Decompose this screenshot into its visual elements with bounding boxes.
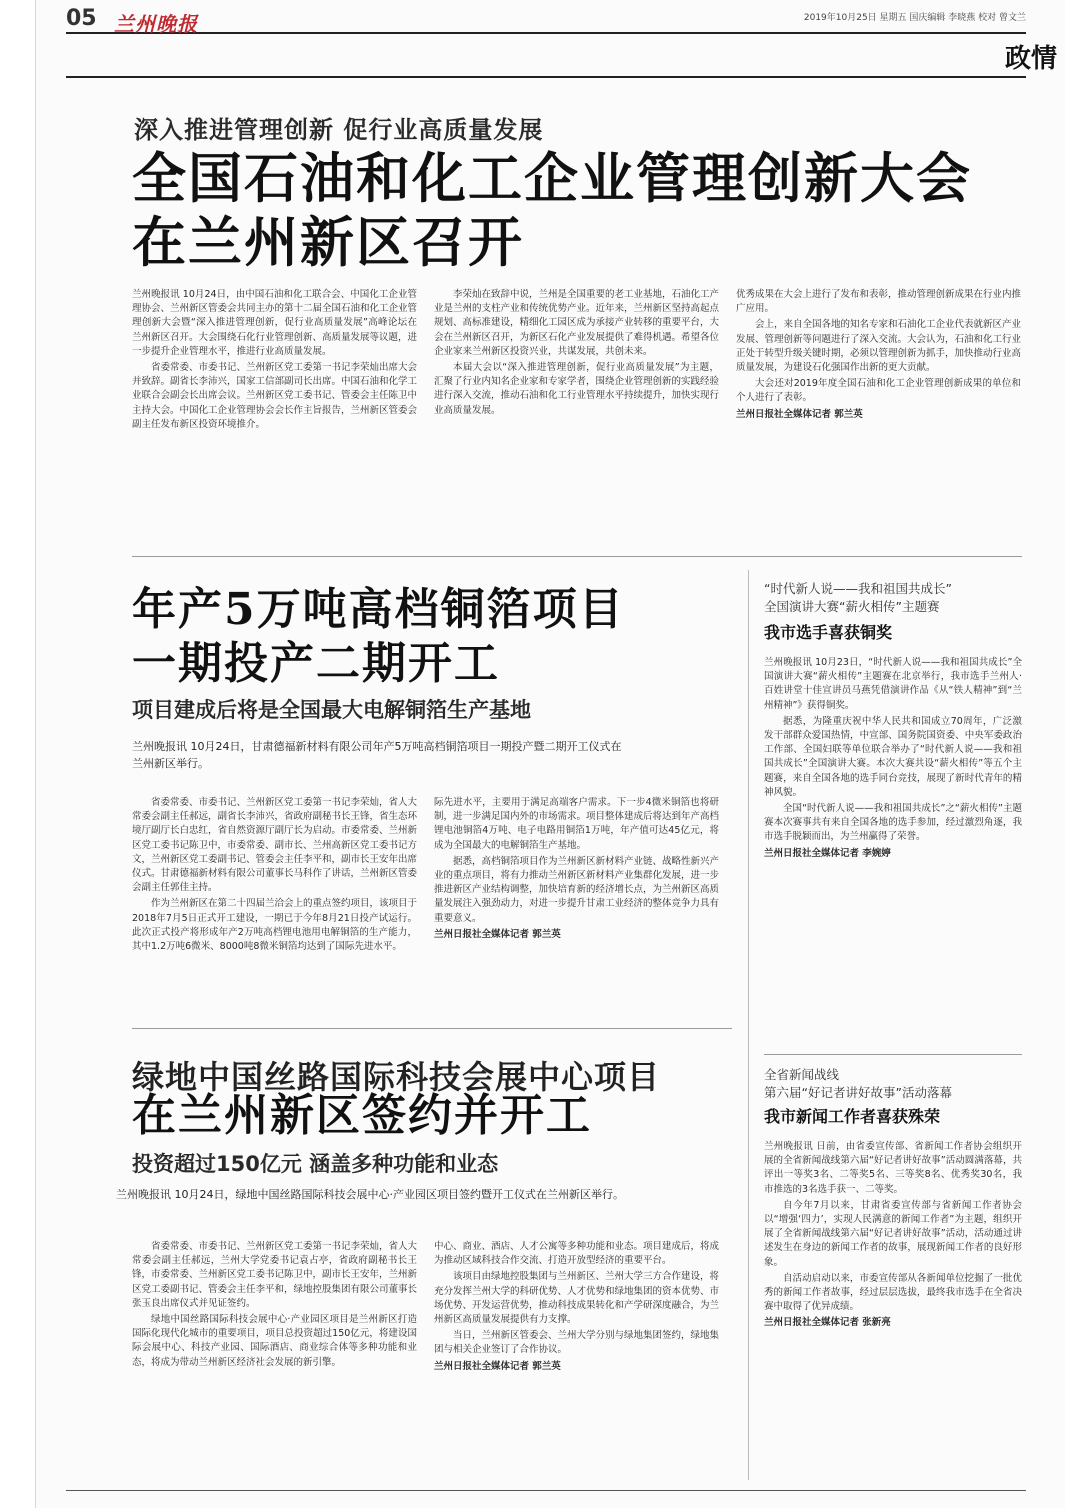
page-header bbox=[66, 6, 1026, 34]
sidebar1-byline: 兰州日报社全媒体记者 李婉婷 bbox=[764, 847, 891, 859]
story1-byline: 兰州日报社全媒体记者 郭兰英 bbox=[736, 408, 863, 420]
story1-paragraph: 兰州晚报讯 10月24日，由中国石油和化工联合会、中国化工企业管理协会、兰州新区管委会共同主办的第十二届全国石油和化工企业管理创新大会暨“深入推进管理创新，促行业高质量发展”高峰论坛在兰州新区召开。大会围绕石化行业管理创新、高质量发展等议题，进一步提升企业管理水平，推进行业高质量发展。 bbox=[132, 289, 417, 357]
story2-lead: 兰州晚报讯 10月24日，甘肃德福新材料有限公司年产5万吨高档铜箔项目一期投产暨二期开工仪式在兰州新区举行。 bbox=[132, 740, 622, 770]
section-label: 政情 bbox=[1004, 44, 1057, 74]
story2-column-1 bbox=[132, 796, 417, 1000]
divider bbox=[764, 1054, 1022, 1055]
story1-paragraph: 会上，来自全国各地的知名专家和石油化工企业代表就新区产业发展、管理创新等问题进行了深入交流。大会认为，石油和化工行业正处于转型升级关键时期，必须以管理创新为抓手，加快推动行业高质量发展，为建设石化强国作出新的更大贡献。 bbox=[736, 319, 1021, 374]
sidebar2-body bbox=[764, 1140, 1022, 1476]
story1-paragraph: 省委常委、市委书记、兰州新区党工委第一书记李荣灿出席大会并致辞。副省长李沛兴，国家工信部副司长出席。中国石油和化学工业联合会副会长出席会议。兰州新区党工委书记、管委会主任陈卫中主持大会。中国化工企业管理协会会长作主旨报告，兰州新区管委会副主任发布新区投资环境推介。 bbox=[132, 362, 417, 430]
story1-paragraph: 大会还对2019年度全国石油和化工企业管理创新成果的单位和个人进行了表彰。 bbox=[736, 378, 1021, 404]
story3-column-2 bbox=[434, 1240, 719, 1472]
story2-headline-line2: 一期投产二期开工 bbox=[132, 638, 500, 689]
footer-rule bbox=[66, 1490, 1026, 1491]
story1-column-1 bbox=[132, 288, 417, 543]
story3-headline-line2: 在兰州新区签约并开工 bbox=[132, 1090, 592, 1141]
story2-paragraph: 据悉，高档铜箔项目作为兰州新区新材料产业链、战略性新兴产业的重点项目，将有力推动兰州新区新材料产业集群化发展，进一步推进新区产业结构调整，加快培育新的经济增长点，为兰州新区高质量发展注入强劲动力，对进一步提升甘肃工业经济的整体竞争力具有重要意义。 bbox=[434, 855, 719, 924]
story3-column-1 bbox=[132, 1240, 417, 1472]
sidebar1-paragraph: 全国“时代新人说——我和祖国共成长”之“薪火相传”主题赛本次赛事共有来自全国各地的选手参加，经过激烈角逐，我市选手脱颖而出，为兰州赢得了荣誉。 bbox=[764, 803, 1022, 843]
header-rule bbox=[66, 76, 1026, 78]
story3-paragraph: 中心、商业、酒店、人才公寓等多种功能和业态。项目建成后，将成为推动区域科技合作交流、打造开放型经济的重要平台。 bbox=[434, 1241, 719, 1267]
story2-headline-line1: 年产5万吨高档铜箔项目 bbox=[132, 584, 625, 635]
sidebar2-paragraph: 兰州晚报讯 日前，由省委宣传部、省新闻工作者协会组织开展的全省新闻战线第六届“好记者讲好故事”活动圆满落幕，共评出一等奖3名、二等奖5名、三等奖8名、优秀奖30名，我市推选的3名选手获一、二等奖。 bbox=[764, 1141, 1022, 1195]
story2-paragraph: 作为兰州新区在第二十四届兰洽会上的重点签约项目，该项目于2018年7月5日正式开工建设，一期已于今年8月21日投产试运行。此次正式投产将形成年产2万吨高档锂电池用电解铜箔的生产能力，其中1.2万吨6微米、8000吨8微米铜箔均达到了国际先进水平。 bbox=[132, 898, 417, 953]
sidebar2-paragraph: 自今年7月以来，甘肃省委宣传部与省新闻工作者协会以“增强‘四力’，实现人民满意的新闻工作者”为主题，组织开展了全省新闻战线第六届“好记者讲好故事”活动，活动通过讲述发生在身边的新闻工作者的故事，展现新闻工作者的良好形象。 bbox=[764, 1199, 1022, 1268]
story3-paragraph: 省委常委、市委书记、兰州新区党工委第一书记李荣灿，省人大常委会副主任郝远，兰州大学党委书记袁占亭，省政府副秘书长王锋，市委常委、兰州新区党工委书记陈卫中，副市长王安年，兰州新区党工委副书记、管委会主任李平和，绿地控股集团有限公司董事长张玉良出席仪式并见证签约。 bbox=[132, 1241, 417, 1309]
story2-subhead: 项目建成后将是全国最大电解铜箔生产基地 bbox=[132, 698, 531, 722]
story3-lead: 兰州晚报讯 10月24日，绿地中国丝路国际科技会展中心·产业园区项目签约暨开工仪式在兰州新区举行。 bbox=[116, 1188, 624, 1201]
story3-paragraph: 该项目由绿地控股集团与兰州新区、兰州大学三方合作建设，将充分发挥兰州大学的科研优势、人才优势和绿地集团的资本优势、市场优势、开发运营优势，推动科技成果转化和产学研深度融合，为兰州新区高质量发展提供有力支撑。 bbox=[434, 1271, 719, 1326]
story3-subhead: 投资超过150亿元 涵盖多种功能和业态 bbox=[132, 1152, 499, 1176]
sidebar2-kicker-line2: 第六届“好记者讲好故事”活动落幕 bbox=[764, 1085, 952, 1100]
story1-paragraph: 李荣灿在致辞中说，兰州是全国重要的老工业基地，石油化工产业是兰州的支柱产业和传统优势产业。近年来，兰州新区坚持高起点规划、高标准建设，精细化工园区成为承接产业转移的重要平台，大会在兰州新区召开，为新区石化产业发展提供了难得机遇。希望各位企业家来兰州新区投资兴业，共谋发展，共创未来。 bbox=[434, 289, 719, 357]
divider bbox=[132, 1028, 732, 1029]
sidebar2-byline: 兰州日报社全媒体记者 张新亮 bbox=[764, 1317, 891, 1329]
story1-headline-line2: 在兰州新区召开 bbox=[132, 210, 524, 274]
story2-byline: 兰州日报社全媒体记者 郭兰英 bbox=[434, 928, 561, 940]
story1-column-3 bbox=[736, 288, 1021, 543]
newspaper-logo: 兰州晚报 bbox=[114, 12, 198, 36]
story1-paragraph: 优秀成果在大会上进行了发布和表彰，推动管理创新成果在行业内推广应用。 bbox=[736, 289, 1021, 315]
newspaper-page bbox=[35, 0, 1065, 1508]
story1-paragraph: 本届大会以“深入推进管理创新，促行业高质量发展”为主题，汇聚了行业内知名企业家和专家学者，围绕企业管理创新的实践经验进行深入交流，推动石油和化工行业管理水平持续提升，加快实现行业高质量发展。 bbox=[434, 362, 719, 416]
story3-byline: 兰州日报社全媒体记者 郭兰英 bbox=[434, 1360, 561, 1372]
sidebar2-kicker-line1: 全省新闻战线 bbox=[764, 1067, 840, 1082]
sidebar1-kicker-line2: 全国演讲大赛“薪火相传”主题赛 bbox=[764, 599, 940, 614]
sidebar1-body bbox=[764, 656, 1022, 1040]
story2-column-2 bbox=[434, 796, 719, 1000]
sidebar2-title: 我市新闻工作者喜获殊荣 bbox=[764, 1107, 941, 1126]
story3-paragraph: 绿地中国丝路国际科技会展中心·产业园区项目是兰州新区打造国际化现代化城市的重要项目，项目总投资超过150亿元，将建设国际会展中心、科技产业园、国际酒店、商业综合体等多种功能和业态，将成为带动兰州新区经济社会发展的新引擎。 bbox=[132, 1314, 417, 1368]
story3-headline-line1: 绿地中国丝路国际科技会展中心项目 bbox=[132, 1058, 661, 1096]
sidebar1-paragraph: 据悉，为隆重庆祝中华人民共和国成立70周年，广泛激发干部群众爱国热情，中宣部、国务院国资委、中央军委政治工作部、全国妇联等单位联合举办了“时代新人说——我和祖国共成长”全国演讲大赛。本次大赛共设“薪火相传”等五个主题赛，来自全国各地的选手同台竞技，展现了新时代青年的精神风貌。 bbox=[764, 715, 1022, 798]
story1-headline-line1: 全国石油和化工企业管理创新大会 bbox=[132, 146, 972, 210]
story1-kicker: 深入推进管理创新 促行业高质量发展 bbox=[134, 116, 544, 144]
sidebar1-title: 我市选手喜获铜奖 bbox=[764, 623, 893, 642]
story2-paragraph: 际先进水平，主要用于满足高端客户需求。下一步4微米铜箔也将研制，进一步满足国内外的市场需求。项目整体建成后将达到年产高档锂电池铜箔4万吨、电子电路用铜箔1万吨，年产值可达45亿元，将成为全国最大的电解铜箔生产基地。 bbox=[434, 797, 719, 851]
page-number: 05 bbox=[66, 6, 97, 31]
sidebar-divider bbox=[748, 570, 749, 1480]
story1-column-2 bbox=[434, 288, 719, 543]
sidebar2-paragraph: 自活动启动以来，市委宣传部从各新闻单位挖掘了一批优秀的新闻工作者故事，经过层层选拔，最终我市选手在全省决赛中取得了优异成绩。 bbox=[764, 1272, 1022, 1313]
sidebar1-paragraph: 兰州晚报讯 10月23日，“时代新人说——我和祖国共成长”全国演讲大赛“薪火相传”主题赛在北京举行，我市选手兰州人·百姓讲堂十佳宣讲员马燕凭借演讲作品《从“铁人精神”到“兰州精神”》获得铜奖。 bbox=[764, 657, 1022, 711]
divider bbox=[132, 556, 1022, 557]
story3-paragraph: 当日，兰州新区管委会、兰州大学分别与绿地集团签约，绿地集团与相关企业签订了合作协议。 bbox=[434, 1330, 719, 1356]
story2-paragraph: 省委常委、市委书记、兰州新区党工委第一书记李荣灿，省人大常委会副主任郝远，副省长李沛兴，省政府副秘书长王锋，省生态环境厅副厅长白忠红，省自然资源厅副厅长为启动。市委常委、兰州新区党工委书记陈卫中，市委常委、副市长、兰州高新区党工委书记方文，兰州新区党工委副书记、管委会主任李平和，副市长王安年出席仪式。甘肃德福新材料有限公司董事长马科作了讲话，兰州新区管委会副主任郭佳主持。 bbox=[132, 797, 417, 894]
sidebar1-kicker-line1: “时代新人说——我和祖国共成长” bbox=[764, 581, 952, 596]
edition-info: 2019年10月25日 星期五 国庆编辑 李晓燕 校对 曾文兰 bbox=[803, 13, 1026, 23]
